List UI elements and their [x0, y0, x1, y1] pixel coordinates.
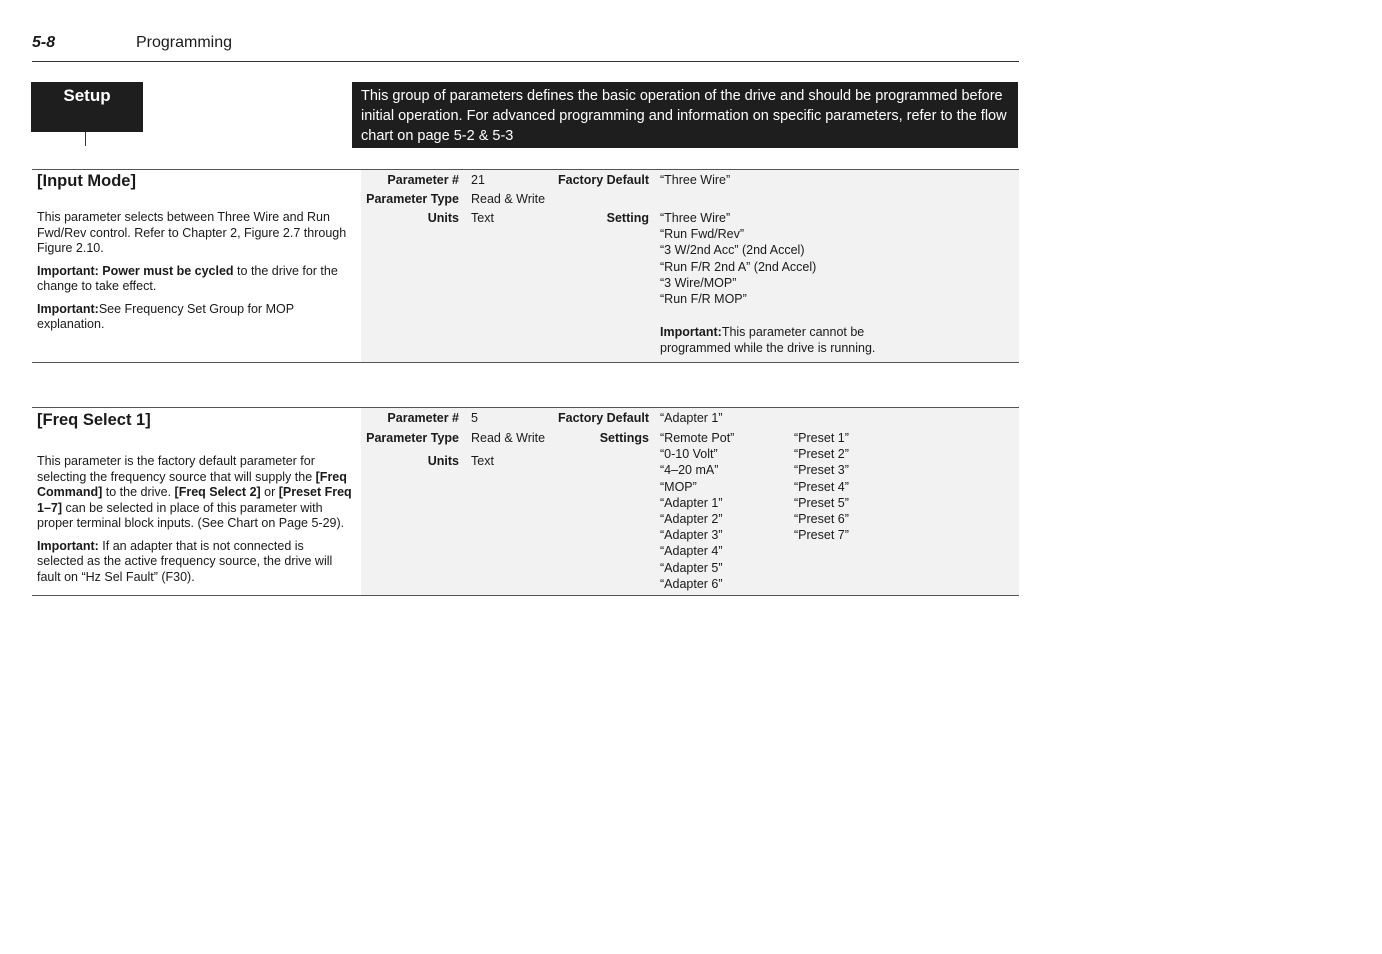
section-bottom-rule: [32, 595, 1019, 596]
param-title: [Freq Select 1]: [37, 411, 151, 429]
setting-option: “Remote Pot”: [660, 431, 735, 445]
group-tab-tick: [85, 132, 86, 146]
label-settings: Settings: [599, 431, 649, 445]
label-factory-default: Factory Default: [558, 411, 649, 425]
label-parameter-type: Parameter Type: [366, 431, 459, 445]
settings-list: [660, 210, 816, 307]
setting-option: “Adapter 5”: [660, 560, 723, 575]
setting-option: “Preset 7”: [794, 528, 849, 543]
desc-paragraph: Important:See Frequency Set Group for MOP explanation.: [37, 301, 294, 331]
setting-option: “Run F/R MOP”: [660, 292, 747, 307]
setting-option: “3 Wire/MOP”: [660, 275, 737, 290]
param-section-input-mode: [32, 169, 1019, 363]
section-bottom-rule: [32, 362, 1019, 363]
label-parameter-type: Parameter Type: [366, 192, 459, 206]
param-note: Important:This parameter cannot be programmed while the drive is running.: [660, 325, 876, 355]
settings-list-col2: [794, 430, 849, 543]
setting-option: “4–20 mA”: [660, 463, 719, 478]
value-units: Text: [471, 454, 494, 468]
desc-paragraph: This parameter is the factory default parameter for selecting the frequency source that will supply the [Freq Command] to the drive. [Freq Select 2] or [Preset Freq 1–7] can be selected in place of this parameter with proper terminal block inputs. (See Chart on Page 5-29).: [37, 454, 352, 530]
setting-option: “Preset 3”: [794, 463, 849, 478]
page-number: 5-8: [32, 34, 56, 51]
label-factory-default: Factory Default: [558, 173, 649, 187]
setting-option: “Run F/R 2nd A” (2nd Accel): [660, 259, 817, 274]
value-parameter-type: Read & Write: [471, 192, 546, 206]
desc-paragraph: This parameter selects between Three Wire and Run Fwd/Rev control. Refer to Chapter 2, Figure 2.7 through Figure 2.10.: [37, 210, 347, 255]
label-parameter-num: Parameter #: [387, 411, 459, 425]
setting-option: “Preset 4”: [794, 479, 849, 494]
setting-option: “Run Fwd/Rev”: [660, 227, 745, 242]
setting-option: “Adapter 3”: [660, 528, 723, 543]
label-units: Units: [427, 211, 459, 225]
label-setting: Setting: [606, 211, 649, 225]
header-rule: [32, 61, 1019, 62]
setting-option: “MOP”: [660, 479, 697, 494]
value-factory-default: “Adapter 1”: [660, 411, 723, 425]
value-parameter-type: Read & Write: [471, 431, 546, 445]
label-units: Units: [427, 454, 459, 468]
settings-list-col1: [660, 430, 734, 592]
setting-option: “Adapter 6”: [660, 576, 723, 591]
setting-option: “Preset 6”: [794, 512, 849, 527]
setting-option: “0-10 Volt”: [660, 447, 718, 462]
param-description: [37, 454, 352, 592]
value-factory-default: “Three Wire”: [660, 173, 731, 187]
group-intro: This group of parameters defines the basic operation of the drive and should be programmed before initial operation. For advanced programming and information on specific parameters, refer to the flow chart on page 5-2 & 5-3: [352, 82, 1018, 148]
value-units: Text: [471, 211, 494, 225]
setting-option: “Adapter 4”: [660, 544, 723, 559]
param-section-freq-select-1: [32, 407, 1019, 597]
label-parameter-num: Parameter #: [387, 173, 459, 187]
setting-option: “Three Wire”: [660, 211, 731, 225]
desc-paragraph: Important: If an adapter that is not connected is selected as the active frequency source, the drive will fault on “Hz Sel Fault” (F30).: [37, 538, 333, 584]
value-parameter-num: 21: [471, 173, 485, 187]
setting-option: “Preset 2”: [794, 447, 849, 462]
setting-option: “3 W/2nd Acc” (2nd Accel): [660, 243, 805, 258]
setting-option: “Preset 5”: [794, 495, 849, 510]
setting-option: “Adapter 2”: [660, 512, 723, 527]
setting-option: “Adapter 1”: [660, 495, 723, 510]
desc-paragraph: Important: Power must be cycled to the drive for the change to take effect.: [37, 263, 338, 293]
chapter-title: Programming: [136, 34, 233, 51]
param-description: [37, 210, 352, 340]
group-tab-setup: Setup: [31, 82, 143, 132]
param-title: [Input Mode]: [37, 172, 136, 190]
setting-option: “Preset 1”: [794, 431, 849, 445]
value-parameter-num: 5: [471, 411, 478, 425]
